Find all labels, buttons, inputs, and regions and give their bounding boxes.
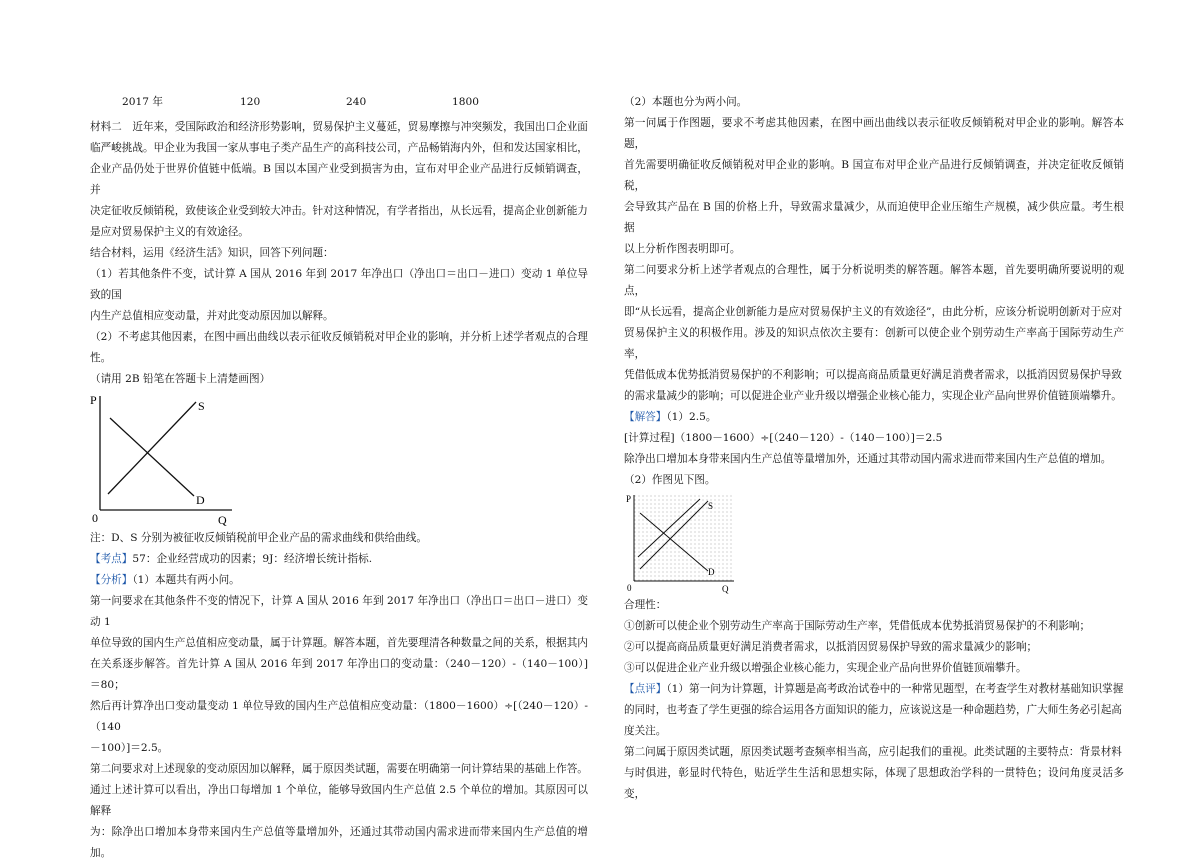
dianping-line-2: 的同时，也考查了学生更强的综合运用各方面知识的能力，应该说这是一种命题趋势，广大师生务必引起高 (624, 704, 1122, 716)
axis-label-p: P (626, 494, 632, 504)
fenxi-line (90, 570, 588, 591)
question-1-line-1: （1）若其他条件不变，试计算 A 国从 2016 年到 2017 年净出口（净出口＝出口－进口）变动 1 单位导致的国 (90, 268, 588, 301)
kaodian-line (90, 549, 588, 570)
drawing-analysis-line-2: 首先需要明确征收反倾销税对甲企业的影响。B 国宣布对甲企业产品进行反倾销调查，并决定征收反倾销税， (624, 159, 1124, 192)
table-value-1: 120 (240, 96, 261, 108)
curve-label-d: D (196, 493, 205, 507)
reasoning-analysis-line-5: 的需求量减少的影响；可以促进企业产业升级以增强企业核心能力，实现企业产品向世界价值链顶端攀升。 (624, 390, 1122, 402)
heli-heading: 合理性： (624, 599, 667, 611)
material-2-line-4: 决定征收反倾销税，致使该企业受到较大冲击。针对这种情况，有学者指出，从长远看，提高企业创新能力 (90, 205, 588, 217)
fenxi-text: （1）本题共有两小问。 (132, 574, 240, 586)
reason-review-line-1: 第二问属于原因类试题，原因类试题考查频率相当高，应引起我们的重视。此类试题的主要特点：背景材料 (624, 746, 1122, 758)
analysis-2-line-1: 第二问要求对上述现象的变动原因加以解释，属于原因类试题，需要在明确第一问计算结果的基础上作答。 (90, 763, 588, 775)
analysis-1-line-4: 然后再计算净出口变动量变动 1 单位导致的国内生产总值相应变动量：（1800－1600）÷[（240－120）-（140 (90, 700, 588, 733)
analysis-2-line-2: 通过上述计算可以看出，净出口每增加 1 个单位，能够导致国内生产总值 2.5 个单位的增加。其原因可以解释 (90, 784, 588, 817)
right-column (624, 92, 1124, 805)
drawing-analysis-line-4: 以上分析作图表明即可。 (624, 243, 741, 255)
part-2-intro: （2）本题也分为两小问。 (624, 96, 748, 108)
chart-note: 注：D、S 分别为被征收反倾销税前甲企业产品的需求曲线和供给曲线。 (90, 532, 427, 544)
dianping-tag: 【点评】 (624, 683, 667, 695)
curve-label-d: D (708, 567, 715, 577)
reasoning-analysis-line-2: 即“从长远看，提高企业创新能力是应对贸易保护主义的有效途径”，由此分析，应该分析说明创新对于应对 (624, 306, 1123, 318)
supply-curve (108, 402, 196, 494)
material-2-line-1: 材料二 近年来，受国际政治和经济形势影响，贸易保护主义蔓延，贸易摩擦与冲突频发，我国出口企业面 (90, 121, 588, 133)
reasoning-analysis-line-1: 第二问要求分析上述学者观点的合理性，属于分析说明类的解答题。解答本题，首先要明确所要说明的观点， (624, 264, 1124, 297)
jieda-tag: 【解答】 (624, 411, 667, 423)
origin-label: 0 (627, 583, 632, 593)
drawing-analysis-line-3: 会导致其产品在 B 国的价格上升，导致需求量减少，从而迫使甲企业压缩生产规模，减少供应量。考生根据 (624, 201, 1124, 234)
dotted-grid (634, 495, 734, 581)
instruction: 结合材料，运用《经济生活》知识，回答下列问题： (90, 247, 334, 259)
analysis-2-line-3: 为：除净出口增加本身带来国内生产总值等量增加外，还通过其带动国内需求进而带来国内生产总值的增加。 (90, 826, 588, 859)
table-value-3: 1800 (452, 96, 479, 108)
axis-label-q: Q (218, 513, 227, 527)
calc-process: [计算过程]（1800－1600）÷[（240－120）-（140－100）]＝2.5 (624, 432, 943, 444)
jieda-line (624, 407, 1124, 428)
answer-chart (626, 491, 746, 595)
drawing-analysis-line-1: 第一问属于作图题，要求不考虑其他因素，在图中画出曲线以表示征收反倾销税对甲企业的影响。解答本题， (624, 117, 1124, 150)
reasoning-analysis-line-3: 贸易保护主义的积极作用。涉及的知识点依次主要有：创新可以使企业个别劳动生产率高于国际劳动生产率， (624, 327, 1124, 360)
analysis-1-line-5: －100）]＝2.5。 (90, 742, 169, 754)
dianping-line-1 (624, 679, 1124, 700)
axis-label-q: Q (722, 584, 729, 594)
figure-caption: （2）作图见下图。 (624, 474, 716, 486)
left-column (90, 92, 588, 864)
fenxi-tag: 【分析】 (90, 574, 133, 586)
material-2-line-5: 是应对贸易保护主义的有效途径。 (90, 226, 249, 238)
question-1-line-2: 内生产总值相应变动量，并对此变动原因加以解释。 (90, 310, 334, 322)
table-year: 2017 年 (122, 96, 163, 108)
calc-reason: 除净出口增加本身带来国内生产总值等量增加外，还通过其带动国内需求进而带来国内生产总值的增加。 (624, 453, 1112, 465)
curve-label-s: S (198, 399, 205, 413)
demand-curve (110, 418, 194, 496)
supply-demand-chart (90, 390, 250, 528)
origin-label: 0 (92, 511, 98, 525)
curve-label-s: S (708, 501, 714, 511)
dianping-line-3: 度关注。 (624, 725, 667, 737)
heli-point-3: ③可以促进企业产业升级以增强企业核心能力，实现企业产品向世界价值链顶端攀升。 (624, 662, 1027, 674)
kaodian-tag: 【考点】 (90, 553, 133, 565)
axis-label-p: P (90, 393, 97, 407)
question-2-line-1: （2）不考虑其他因素，在图中画出曲线以表示征收反倾销税对甲企业的影响，并分析上述学者观点的合理性。 (90, 331, 588, 364)
analysis-1-line-1: 第一问要求在其他条件不变的情况下，计算 A 国从 2016 年到 2017 年净出口（净出口＝出口－进口）变动 1 (90, 595, 588, 628)
analysis-1-line-3: 在关系逐步解答。首先计算 A 国从 2016 年到 2017 年净出口的变动量：（240－120）-（140－100）]＝80； (90, 658, 588, 691)
material-2-line-2: 临严峻挑战。甲企业为我国一家从事电子类产品生产的高科技公司，产品畅销海内外，但和发达国家相比， (90, 142, 588, 154)
table-row-2017 (90, 92, 588, 113)
kaodian-text: 57：企业经营成功的因素；9J：经济增长统计指标. (132, 553, 373, 565)
dianping-text-1: （1）第一问为计算题，计算题是高考政治试卷中的一种常见题型，在考查学生对教材基础知识掌握 (666, 683, 1124, 695)
reasoning-analysis-line-4: 凭借低成本优势抵消贸易保护的不利影响；可以提高商品质量更好满足消费者需求，以抵消因贸易保护导致 (624, 369, 1122, 381)
question-2-line-2: （请用 2B 铅笔在答题卡上清楚画图） (90, 373, 271, 385)
jieda-text: （1）2.5。 (666, 411, 717, 423)
material-2-line-3: 企业产品仍处于世界价值链中低端。B 国以本国产业受到损害为由，宣布对甲企业产品进行反倾销调查，并 (90, 163, 588, 196)
heli-point-1: ①创新可以使企业个别劳动生产率高于国际劳动生产率，凭借低成本优势抵消贸易保护的不利影响； (624, 620, 1091, 632)
reason-review-line-2: 与时俱进，彰显时代特色，贴近学生生活和思想实际，体现了思想政治学科的一贯特色；设问角度灵活多变， (624, 767, 1124, 800)
analysis-1-line-2: 单位导致的国内生产总值相应变动量，属于计算题。解答本题，首先要理清各种数量之间的关系，根据其内 (90, 637, 588, 649)
heli-point-2: ②可以提高商品质量更好满足消费者需求，以抵消因贸易保护导致的需求量减少的影响； (624, 641, 1038, 653)
table-value-2: 240 (346, 96, 367, 108)
